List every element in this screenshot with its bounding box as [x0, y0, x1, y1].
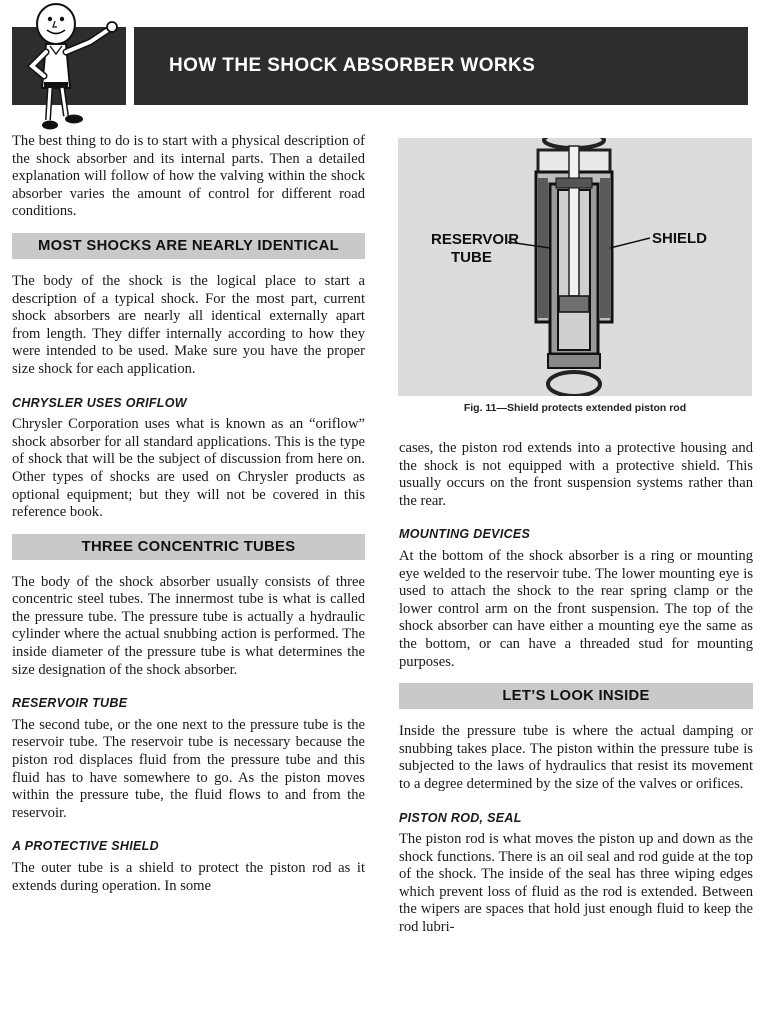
section-heading-identical: MOST SHOCKS ARE NEARLY IDENTICAL: [12, 233, 365, 259]
body-paragraph: The body of the shock is the logical place to start a description of a typical shock. For the most part, current shock absorbers are nearly all identical externally apart from length. They differ internally according to how they were intended to be used. Make sure you have the proper size shock for each application.: [12, 272, 365, 377]
body-paragraph: Inside the pressure tube is where the actual damping or snubbing takes place. The piston within the pressure tube is subjected to the laws of hydraulics that resist its movement to a degree determined by the size of the valves or orifices.: [399, 723, 753, 792]
body-paragraph: cases, the piston rod extends into a protective housing and the shock is not equipped with a protective shield. This usually occurs on the front suspension systems rather than the rear.: [399, 440, 753, 509]
figure-label-tube: TUBE: [451, 249, 492, 266]
intro-paragraph: The best thing to do is to start with a physical description of the shock absorber and its internal parts. Then a detailed explanation will follow of how the valving within the shock absorber varies the amount of control for different road conditions.: [12, 133, 365, 220]
body-paragraph: The body of the shock absorber usually consists of three concentric steel tubes. The innermost tube is what is called the pressure tube. The pressure tube is actually a hydraulic cylinder where the actual snubbing action is performed. The inside diameter of the pressure tube is what determines the size designation of the shock absorber.: [12, 573, 365, 678]
subheading-oriflow: CHRYSLER USES ORIFLOW: [12, 395, 187, 410]
subheading-mounting: MOUNTING DEVICES: [399, 527, 531, 542]
figure-label-reservoir: RESERVOIR: [431, 231, 520, 248]
section-heading-inside: LET’S LOOK INSIDE: [399, 683, 753, 709]
page-title-bar: [134, 27, 748, 105]
body-paragraph: The piston rod is what moves the piston up and down as the shock functions. There is an oil seal and rod guide at the top of the shock. The inside of the seal has three wiping edges which prevent loss of fluid as the rod is extended. Between the wipers are spaces that hold just enough fluid to keep the rod lubri-: [399, 831, 753, 936]
subheading-reservoir: RESERVOIR TUBE: [12, 696, 128, 711]
body-paragraph: The second tube, or the one next to the pressure tube is the reservoir tube. The reservoir tube is necessary because the piston rod displaces fluid from the pressure tube and this fluid has to have somewhere to go. As the piston moves within the pressure tube, the fluid flows to and from the reservoir.: [12, 716, 365, 821]
figure-label-shield: SHIELD: [652, 230, 708, 247]
shock-absorber-figure: [398, 138, 752, 396]
figure-caption: Fig. 11—Shield protects extended piston rod: [463, 402, 687, 414]
section-heading-tubes: THREE CONCENTRIC TUBES: [12, 534, 365, 560]
page-title: HOW THE SHOCK ABSORBER WORKS: [169, 55, 536, 76]
right-column: [399, 440, 753, 937]
mascot-icon: [12, 2, 126, 132]
body-paragraph: The outer tube is a shield to protect the piston rod as it extends during operation. In some: [12, 860, 365, 894]
subheading-piston-rod: PISTON ROD, SEAL: [399, 810, 522, 825]
left-column: [12, 133, 365, 895]
body-paragraph: Chrysler Corporation uses what is known as an “oriflow” shock absorber for all standard applications. This is the type of shock that will be the subject of discussion from here on. Other types of shocks are used on Chrysler products as optional equipment; but they will not be covered in this reference book.: [12, 416, 365, 521]
body-paragraph: At the bottom of the shock absorber is a ring or mounting eye welded to the reservoir tube. The lower mounting eye is used to attach the shock to the rear spring clamp or the lower control arm on the front suspension. The top of the shock absorber can have either a mounting eye the same as the bottom, or can have a threaded stud for mounting purposes.: [399, 547, 753, 670]
subheading-shield: A PROTECTIVE SHIELD: [12, 839, 159, 854]
